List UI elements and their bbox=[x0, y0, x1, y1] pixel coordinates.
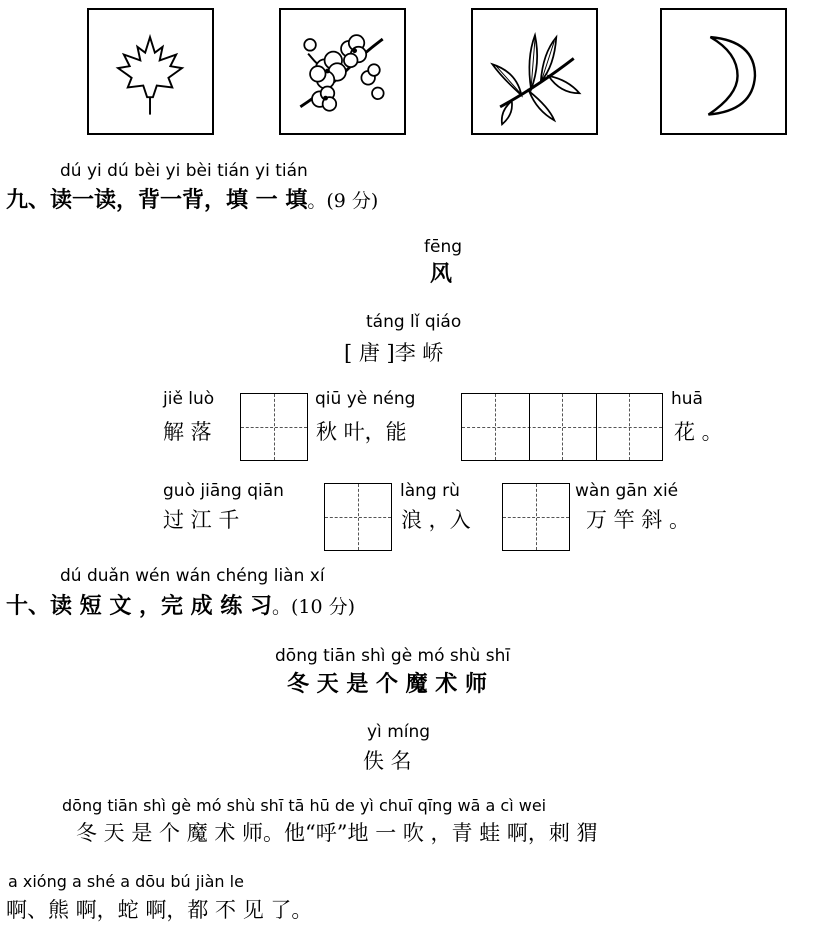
story-para-text-2: 啊、熊 啊，蛇 啊，都 不 见 了。 bbox=[6, 898, 313, 922]
section10-title: 读 短 文 ，完 成 练 习 bbox=[50, 594, 272, 619]
line2-pinyin-c: wàn gān xié bbox=[575, 481, 679, 501]
line1-text-a: 解 落 bbox=[163, 420, 212, 444]
story-para-pinyin-1: dōng tiān shì gè mó shù shī tā hū de yì chuī qīng wā a cì wei bbox=[62, 796, 547, 815]
story-title: 冬 天 是 个 魔 术 师 bbox=[287, 672, 487, 697]
section10-heading bbox=[6, 594, 355, 620]
maple-leaf-icon bbox=[89, 10, 212, 133]
crescent-moon-picture bbox=[660, 8, 787, 135]
story-para-text-1: 冬 天 是 个 魔 术 师。他“呼”地 一 吹 ，青 蛙 啊，刺 猬 bbox=[76, 821, 598, 845]
maple-leaf-picture bbox=[87, 8, 214, 135]
section9-number: 九、 bbox=[6, 188, 51, 213]
section9-heading bbox=[6, 188, 378, 214]
line2-text-a: 过 江 千 bbox=[163, 508, 240, 532]
line1-pinyin-b: qiū yè néng bbox=[315, 389, 416, 409]
section10-pinyin: dú duǎn wén wán chéng liàn xí bbox=[60, 566, 325, 586]
story-para-pinyin-2: a xióng a shé a dōu bú jiàn le bbox=[8, 872, 244, 891]
line2-text-c: 万 竿 斜 。 bbox=[586, 508, 691, 532]
poem-title-pinyin: fēng bbox=[424, 237, 463, 257]
line1-pinyin-a: jiě luò bbox=[163, 389, 215, 409]
poem-title: 风 bbox=[430, 262, 453, 287]
line1-blank-2[interactable] bbox=[461, 393, 663, 461]
blossom-branch-icon bbox=[281, 10, 404, 133]
line1-pinyin-c: huā bbox=[671, 389, 703, 409]
story-title-pinyin: dōng tiān shì gè mó shù shī bbox=[275, 646, 511, 666]
line2-text-b: 浪 ，入 bbox=[401, 508, 471, 532]
section10-points: 。(10 分) bbox=[271, 596, 356, 618]
section9-points: 。(9 分) bbox=[307, 190, 379, 212]
section9-title: 读一读，背一背，填 一 填 bbox=[50, 188, 308, 213]
story-author: 佚 名 bbox=[363, 749, 412, 773]
story-author-pinyin: yì míng bbox=[367, 722, 431, 742]
line2-pinyin-b: làng rù bbox=[400, 481, 460, 501]
blossom-branch-picture bbox=[279, 8, 406, 135]
poem-author-pinyin: táng lǐ qiáo bbox=[366, 312, 462, 332]
bamboo-picture bbox=[471, 8, 598, 135]
section10-number: 十、 bbox=[6, 594, 51, 619]
line1-text-c: 花 。 bbox=[674, 420, 723, 444]
line1-blank-1[interactable] bbox=[240, 393, 308, 461]
bamboo-leaves-icon bbox=[473, 10, 596, 133]
line1-text-b: 秋 叶，能 bbox=[316, 420, 407, 444]
section9-pinyin: dú yi dú bèi yi bèi tián yi tián bbox=[60, 161, 308, 181]
line2-blank-1[interactable] bbox=[324, 483, 392, 551]
line2-blank-2[interactable] bbox=[502, 483, 570, 551]
line2-pinyin-a: guò jiāng qiān bbox=[163, 481, 284, 501]
poem-author: [ 唐 ]李 峤 bbox=[344, 341, 444, 365]
crescent-moon-icon bbox=[662, 10, 785, 133]
